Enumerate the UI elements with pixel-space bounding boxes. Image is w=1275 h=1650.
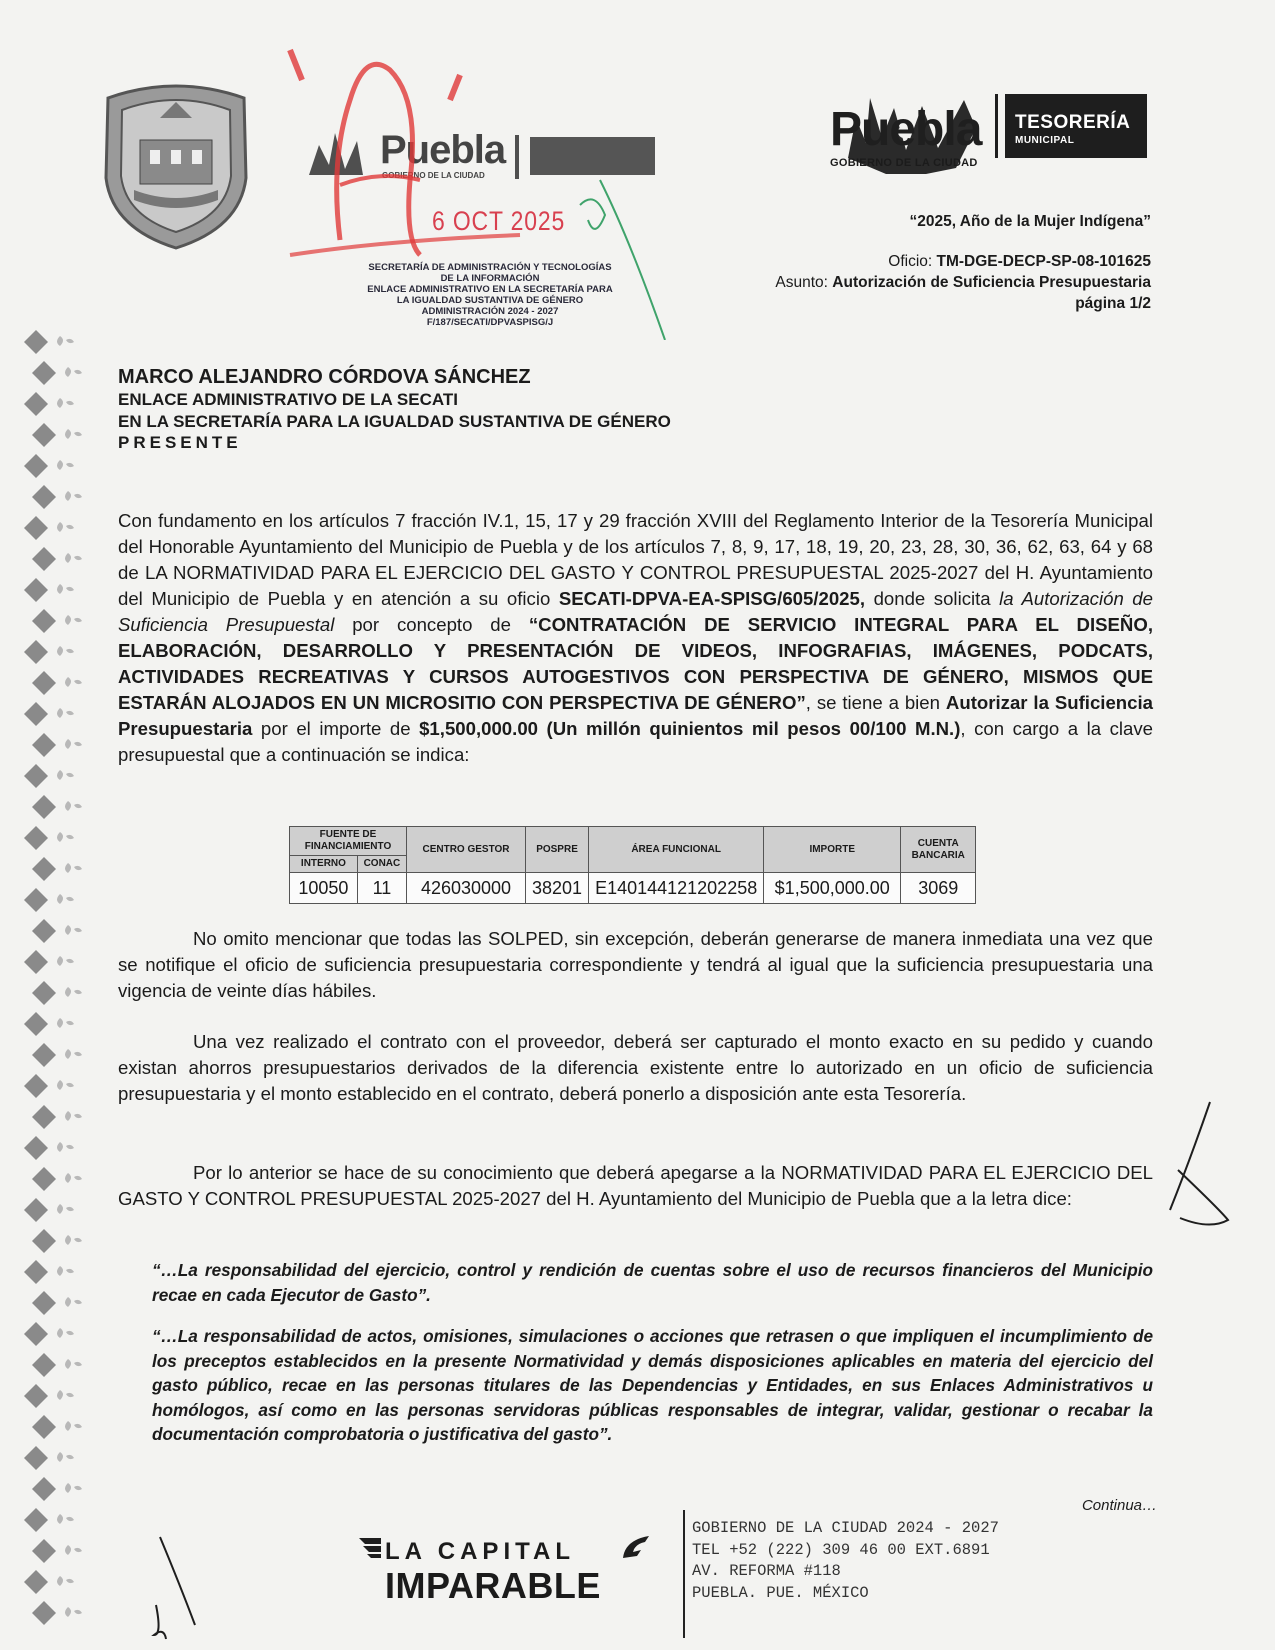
paragraph-contract: Una vez realizado el contrato con el proveedor, deberá ser capturado el monto exacto en su pedido y cuando existan ahorros presupuestarios derivados de la diferencia existente entre lo autorizado en un oficio de suficiencia presupuestaria y el monto establecido en el contrato, deberá ponerlo a disposición ante esta Tesorería. (118, 1031, 1153, 1104)
border-diamond-motif (24, 640, 74, 664)
border-diamond-motif (24, 1384, 74, 1408)
quote-responsibility-2: “…La responsabilidad de actos, omisiones, simulaciones o acciones que retrasen o que impliquen el incumplimiento de los preceptos establecidos en la presente Normatividad y demás disposiciones aplicables en materia del ejercicio del gasto público, recae en las personas titulares de las Dependencias y Entidades, en sus Enlaces Administrativos u homólogos, así como en las personas servidoras públicas responsables de integrar, validar, gestionar o recabar la documentación comprobatoria o justificativa del gasto”. (152, 1326, 1153, 1444)
budget-key-table (289, 826, 976, 904)
oficio-label: Oficio: (888, 253, 937, 270)
header-conac: CONAC (357, 856, 406, 873)
slogan-la-capital: LA CAPITAL (385, 1538, 575, 1565)
border-diamond-motif (24, 826, 74, 850)
stamp-line: F/187/SECATI/DPVASPISG/J (426, 317, 554, 328)
footer-phone: TEL +52 (222) 309 46 00 EXT.6891 (692, 1540, 990, 1559)
oficio-number (888, 253, 1151, 271)
city-seal-emblem (100, 78, 252, 250)
cell-pospre: 38201 (526, 873, 589, 904)
border-diamond-motif (32, 671, 82, 695)
bottom-initials (150, 1535, 210, 1640)
tesoreria-badge (1005, 94, 1147, 158)
border-diamond-motif (24, 1260, 74, 1284)
border-diamond-motif (32, 795, 82, 819)
border-diamond-motif (24, 1570, 74, 1594)
stamp-line: LA IGUALDAD SUSTANTIVA DE GÉNERO (396, 295, 584, 306)
stamp-logo-subtext: GOBIERNO DE LA CIUDAD (382, 171, 485, 180)
border-diamond-motif (24, 578, 74, 602)
border-diamond-motif (24, 1136, 74, 1160)
border-diamond-motif (32, 1043, 82, 1067)
table-row (290, 873, 976, 904)
border-diamond-motif (32, 1353, 82, 1377)
border-diamond-motif (24, 1322, 74, 1346)
border-diamond-motif (32, 1601, 82, 1625)
stamp-line: SECRETARÍA DE ADMINISTRACIÓN Y TECNOLOGÍAS (368, 262, 612, 273)
border-diamond-motif (32, 1167, 82, 1191)
p1-text: por concepto de (334, 614, 529, 635)
border-diamond-motif (32, 1105, 82, 1129)
margin-signature (1150, 1100, 1230, 1260)
border-diamond-motif (32, 1477, 82, 1501)
left-wing-icon (357, 1534, 383, 1560)
cell-importe: $1,500,000.00 (764, 873, 901, 904)
tesoreria-label: TESORERÍA (1015, 112, 1131, 133)
asunto-label: Asunto: (775, 274, 833, 291)
border-diamond-motif (32, 733, 82, 757)
border-diamond-motif (24, 1012, 74, 1036)
received-date-stamp: 6 OCT 2025 (432, 206, 566, 236)
p1-text: por el importe de (252, 718, 420, 739)
stamp-line: ENLACE ADMINISTRATIVO EN LA SECRETARÍA PARA (367, 284, 613, 295)
decorative-side-border (14, 330, 84, 1630)
request-subject: la Autorización de Suficiencia Presupuestal (118, 588, 1153, 635)
addressee-name: MARCO ALEJANDRO CÓRDOVA SÁNCHEZ (118, 366, 531, 388)
paragraph-authorization (118, 508, 1153, 768)
stamp-logo-text: Puebla (380, 128, 506, 172)
border-diamond-motif (24, 454, 74, 478)
authorized-amount: $1,500,000.00 (Un millón quinientos mil pesos 00/100 M.N.) (419, 718, 961, 739)
cell-conac: 11 (357, 873, 406, 904)
border-diamond-motif (24, 1198, 74, 1222)
stamp-line: DE LA INFORMACIÓN (440, 273, 540, 284)
year-motto: “2025, Año de la Mujer Indígena” (909, 213, 1151, 230)
cell-area-funcional: E140144121202258 (589, 873, 764, 904)
border-diamond-motif (24, 392, 74, 416)
header-centro-gestor: CENTRO GESTOR (407, 827, 526, 873)
footer-street: AV. REFORMA #118 (692, 1562, 841, 1580)
border-diamond-motif (32, 1415, 82, 1439)
header-area-funcional: ÁREA FUNCIONAL (589, 827, 764, 873)
footer-city: PUEBLA. PUE. MÉXICO (692, 1583, 869, 1602)
p1-text: donde solicita (865, 588, 1000, 609)
border-diamond-motif (24, 950, 74, 974)
footer-contact (692, 1518, 999, 1604)
addressee-position: ENLACE ADMINISTRATIVO DE LA SECATI (118, 390, 458, 409)
border-diamond-motif (32, 609, 82, 633)
border-diamond-motif (32, 423, 82, 447)
municipal-label: MUNICIPAL (1015, 135, 1075, 146)
border-diamond-motif (32, 1291, 82, 1315)
border-diamond-motif (32, 1539, 82, 1563)
asunto (775, 274, 1151, 292)
header-fuente: FUENTE DE FINANCIAMIENTO (290, 827, 407, 856)
p1-text: , se tiene a bien (805, 692, 946, 713)
paragraph-solped: No omito mencionar que todas las SOLPED, sin excepción, deberán generarse de manera inmediata una vez que se notifique el oficio de suficiencia presupuestaria correspondiente y tendrá al igual que la suficiencia presupuestaria una vigencia de veinte días hábiles. (118, 928, 1153, 1001)
p1-text: Con fundamento en los artículos 7 fracción IV.1, 15, 17 y 29 fracción XVIII del Reglamento Interior de la Tesorería Municipal del Honorable Ayuntamiento del Municipio de Puebla y de los artículos 7, 8, 9, 17, 18, 19, 20, 23, 28, 30, 36, 62, 63, 64 y 68 de LA NORMATIVIDAD PARA EL EJERCICIO DEL GASTO Y CONTROL PRESUPUESTAL 2025-2027 del H. Ayuntamiento del Municipio de Puebla y en atención a su oficio (118, 510, 1153, 609)
header-importe: IMPORTE (764, 827, 901, 873)
border-diamond-motif (24, 1508, 74, 1532)
header-brand-subtitle: GOBIERNO DE LA CIUDAD (830, 157, 978, 169)
quote-responsibility-1: “…La responsabilidad del ejercicio, control y rendición de cuentas sobre el uso de recursos financieros del Municipio recae en cada Ejecutor de Gasto”. (152, 1260, 1153, 1305)
cell-cuenta-bancaria: 3069 (901, 873, 976, 904)
border-diamond-motif (24, 888, 74, 912)
cell-interno: 10050 (290, 873, 358, 904)
border-diamond-motif (24, 330, 74, 354)
addressee-department: EN LA SECRETARÍA PARA LA IGUALDAD SUSTANTIVA DE GÉNERO (118, 412, 671, 431)
contract-concept: “CONTRATACIÓN DE SERVICIO INTEGRAL PARA EL DISEÑO, ELABORACIÓN, DESARROLLO Y PRESENTACIÓN DE VIDEOS, INFOGRAFIAS, IMÁGENES, PODCATS, ACTIVIDADES RECREATIVAS Y CURSOS AUTOGESTIVOS CON PERSPECTIVA DE GÉNERO, MISMOS QUE ESTARÁN ALOJADOS EN UN MICROSITIO CON PERSPECTIVA DE GÉNERO” (118, 614, 1153, 713)
page-number: página 1/2 (1075, 295, 1151, 312)
continues-note: Continua… (1081, 1497, 1157, 1514)
header-cuenta-bancaria: CUENTA BANCARIA (901, 827, 976, 873)
header-pospre: POSPRE (526, 827, 589, 873)
border-diamond-motif (24, 702, 74, 726)
paragraph-normativity: Por lo anterior se hace de su conocimiento que deberá apegarse a la NORMATIVIDAD PARA EL EJERCICIO DEL GASTO Y CONTROL PRESUPUESTAL 2025-2027 del H. Ayuntamiento del Municipio de Puebla que a la letra dice: (118, 1162, 1153, 1209)
border-diamond-motif (24, 764, 74, 788)
header-interno: INTERNO (290, 856, 358, 873)
border-diamond-motif (32, 547, 82, 571)
footer-gov-line: GOBIERNO DE LA CIUDAD 2024 - 2027 (692, 1519, 999, 1537)
header-divider (995, 94, 998, 158)
stamp-line: ADMINISTRACIÓN 2024 - 2027 (421, 306, 559, 317)
p1-text: , con cargo a la clave presupuestal que a continuación se indica: (118, 718, 1153, 765)
oficio-value: TM-DGE-DECP-SP-08-101625 (936, 253, 1151, 270)
cell-centro-gestor: 426030000 (407, 873, 526, 904)
border-diamond-motif (32, 361, 82, 385)
border-diamond-motif (32, 1229, 82, 1253)
footer-divider (683, 1510, 685, 1638)
addressee-block (118, 366, 671, 453)
reference-oficio: SECATI-DPVA-EA-SPISG/605/2025, (558, 588, 866, 609)
border-diamond-motif (24, 516, 74, 540)
border-diamond-motif (24, 1074, 74, 1098)
border-diamond-motif (32, 857, 82, 881)
header-brand-name: Puebla (830, 103, 982, 156)
border-diamond-motif (24, 1446, 74, 1470)
border-diamond-motif (32, 981, 82, 1005)
border-diamond-motif (32, 919, 82, 943)
presente-label: PRESENTE (118, 433, 242, 452)
right-wing-icon (621, 1534, 651, 1560)
received-stamp-text (330, 262, 650, 328)
border-diamond-motif (32, 485, 82, 509)
asunto-value: Autorización de Suficiencia Presupuestaria (832, 274, 1151, 291)
slogan-imparable: IMPARABLE (385, 1565, 601, 1606)
authorization-phrase: Autorizar la Suficiencia Presupuestaria (118, 692, 1154, 739)
